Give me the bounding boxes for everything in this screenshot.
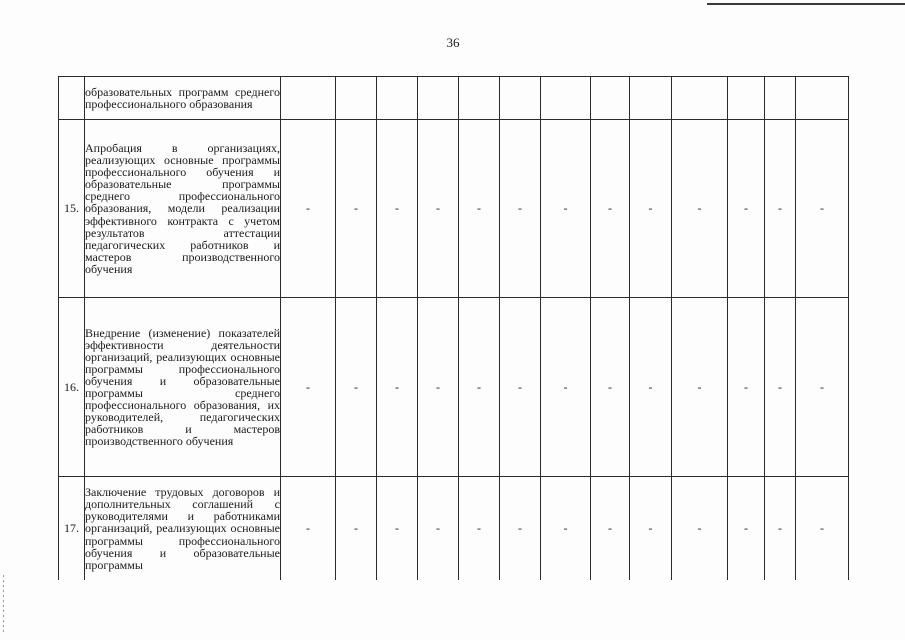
value-cell [630,77,672,120]
value-cell: - [459,477,500,581]
row-number [59,77,85,120]
table-row [59,477,849,581]
value-cell: - [765,298,796,477]
value-cell: - [630,298,672,477]
value-cell: - [765,120,796,298]
value-cell: - [541,477,591,581]
value-cell: - [630,120,672,298]
value-cell [765,77,796,120]
value-cell: - [377,298,418,477]
value-cell [377,77,418,120]
page-number: 36 [446,35,460,50]
value-cell: - [336,298,377,477]
value-cell: - [541,120,591,298]
value-cell: - [591,120,630,298]
value-cell: - [281,477,336,581]
value-cell: - [500,120,541,298]
value-cell: - [630,477,672,581]
value-cell: - [728,298,765,477]
table-row [59,77,849,120]
value-cell: - [336,477,377,581]
row-description: Внедрение (изменение) показателей эффективности деятельности организаций, реализующих основные программы профессионального обучения и образовательные программы среднего профессионального образования, их руководителей, педагогических работников и мастеров производственного обучения [85,298,281,477]
value-cell [281,77,336,120]
value-cell: - [336,120,377,298]
value-cell: - [377,477,418,581]
value-cell: - [459,298,500,477]
value-cell [500,77,541,120]
value-cell: - [500,477,541,581]
top-rule [707,3,905,5]
value-cell: - [728,120,765,298]
value-cell: - [541,298,591,477]
value-cell: - [672,120,728,298]
table-row [59,298,849,477]
value-cell: - [591,298,630,477]
row-number: 17. [59,477,85,581]
value-cell: - [418,477,459,581]
row-description: Апробация в организациях, реализующих основные программы профессионального обучения и образовательные программы среднего профессионального образования, модели реализации эффективного контракта с учетом результатов аттестации педагогических работников и мастеров производственного обучения [85,120,281,298]
row-description: Заключение трудовых договоров и дополнительных соглашений с руководителями и работниками организаций, реализующих основные программы профессионального обучения и образовательные программы [85,477,281,581]
value-cell: - [765,477,796,581]
value-cell: - [591,477,630,581]
value-cell [418,77,459,120]
row-description: образовательных программ среднего профессионального образования [85,77,281,120]
value-cell: - [796,477,849,581]
value-cell [541,77,591,120]
value-cell [796,77,849,120]
value-cell [336,77,377,120]
value-cell [672,77,728,120]
value-cell: - [418,298,459,477]
value-cell: - [672,298,728,477]
value-cell: - [796,298,849,477]
data-table [58,76,849,580]
row-number: 15. [59,120,85,298]
value-cell: - [281,120,336,298]
value-cell: - [796,120,849,298]
row-number: 16. [59,298,85,477]
value-cell: - [459,120,500,298]
value-cell: - [672,477,728,581]
value-cell: - [281,298,336,477]
value-cell: - [418,120,459,298]
value-cell [459,77,500,120]
value-cell [591,77,630,120]
value-cell: - [500,298,541,477]
value-cell: - [377,120,418,298]
value-cell [728,77,765,120]
margin-mark [3,575,4,635]
table-row [59,120,849,298]
value-cell: - [728,477,765,581]
